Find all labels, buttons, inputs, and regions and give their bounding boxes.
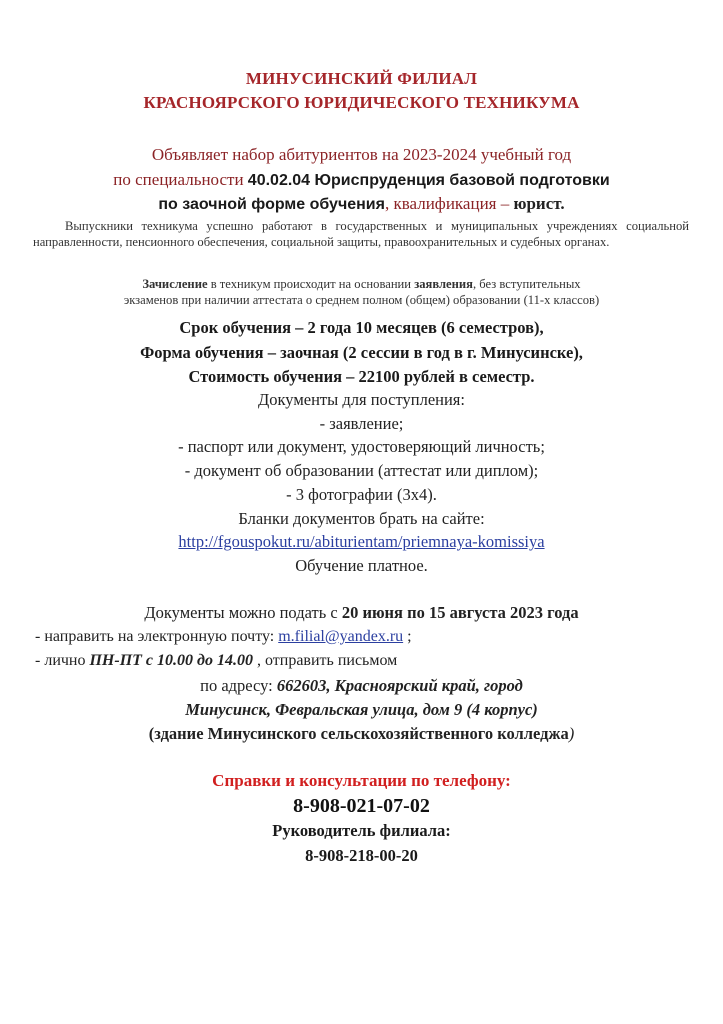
header-line-1: МИНУСИНСКИЙ ФИЛИАЛ — [245, 69, 478, 88]
announcement-line-2 — [0, 170, 723, 190]
address-part-1: 662603, Красноярский край, город — [276, 676, 523, 695]
head-label: Руководитель филиала: — [272, 821, 451, 840]
email-prefix: - направить на электронную почту: — [35, 628, 279, 645]
specialty-name: 40.02.04 Юриспруденция базовой подготовки — [247, 172, 610, 189]
address-prefix: по адресу: — [200, 676, 277, 695]
email-suffix: ; — [403, 628, 412, 645]
document-item: - заявление; — [319, 414, 404, 433]
building-line — [0, 724, 723, 744]
study-form: по заочной форме обучения — [158, 196, 385, 213]
study-form-details: Форма обучения – заочная (2 сессии в год в г. Минусинске), — [140, 343, 583, 362]
announcement-line-1: Объявляет набор абитуриентов на 2023-2024 учебный год — [151, 145, 572, 164]
forms-link-line — [0, 532, 723, 552]
building-name: (здание Минусинского сельскохозяйственного колледжа — [148, 724, 569, 743]
qualification-label: , квалификация – — [384, 194, 514, 213]
document-item: - паспорт или документ, удостоверяющий личность; — [178, 437, 545, 456]
forms-link[interactable]: http://fgouspokut.ru/abiturientam/priemnaya-komissiya — [178, 532, 545, 551]
graduates-paragraph: Выпускники техникума успешно работают в государственных и муниципальных учреждениях социальной направленности, пенсионного обеспечения, социальной защиты, правоохранительных и судебных органах. — [33, 219, 689, 249]
address-part-2: Минусинск, Февральская улица, дом 9 (4 корпус) — [185, 700, 538, 719]
in-person-suffix: , отправить письмом — [252, 652, 398, 669]
application-bold: заявления — [414, 277, 473, 291]
building-end: ) — [568, 724, 575, 743]
paid-note: Обучение платное. — [295, 556, 428, 575]
submission-dates: 20 июня по 15 августа 2023 года — [341, 603, 579, 622]
in-person-prefix: - лично — [35, 652, 90, 669]
submission-intro: Документы можно подать с — [144, 603, 342, 622]
enrollment-bold: Зачисление — [142, 277, 208, 291]
head-phone: 8-908-218-00-20 — [305, 846, 418, 865]
document-item: - 3 фотографии (3х4). — [286, 485, 437, 504]
contacts-heading: Справки и консультации по телефону: — [212, 771, 511, 790]
submission-dates-line — [0, 603, 723, 623]
enrollment-line-2: экзаменов при наличии аттестата о среднем полном (общем) образовании (11-х классов) — [123, 293, 600, 307]
enrollment-line-1 — [0, 276, 723, 292]
qualification-value: юрист. — [513, 194, 565, 213]
office-hours: ПН-ПТ с 10.00 до 14.00 — [89, 652, 253, 669]
email-link[interactable]: m.filial@yandex.ru — [278, 628, 404, 645]
study-cost: Стоимость обучения – 22100 рублей в семестр. — [188, 367, 535, 386]
specialty-prefix: по специальности — [113, 170, 248, 189]
in-person-line — [35, 652, 397, 670]
study-duration: Срок обучения – 2 года 10 месяцев (6 семестров), — [179, 318, 544, 337]
forms-text: Бланки документов брать на сайте: — [238, 509, 485, 528]
enrollment-text-1: в техникум происходит на основании — [207, 277, 415, 291]
document-item: - документ об образовании (аттестат или диплом); — [184, 461, 539, 480]
address-line-1 — [0, 676, 723, 696]
announcement-line-3 — [0, 194, 723, 214]
address-line-2 — [0, 700, 723, 720]
header-line-2: КРАСНОЯРСКОГО ЮРИДИЧЕСКОГО ТЕХНИКУМА — [143, 93, 580, 112]
email-line — [35, 628, 412, 646]
documents-heading: Документы для поступления: — [258, 390, 465, 409]
enrollment-text-2: , без вступительных — [472, 277, 581, 291]
contact-phone: 8-908-021-07-02 — [293, 795, 430, 817]
